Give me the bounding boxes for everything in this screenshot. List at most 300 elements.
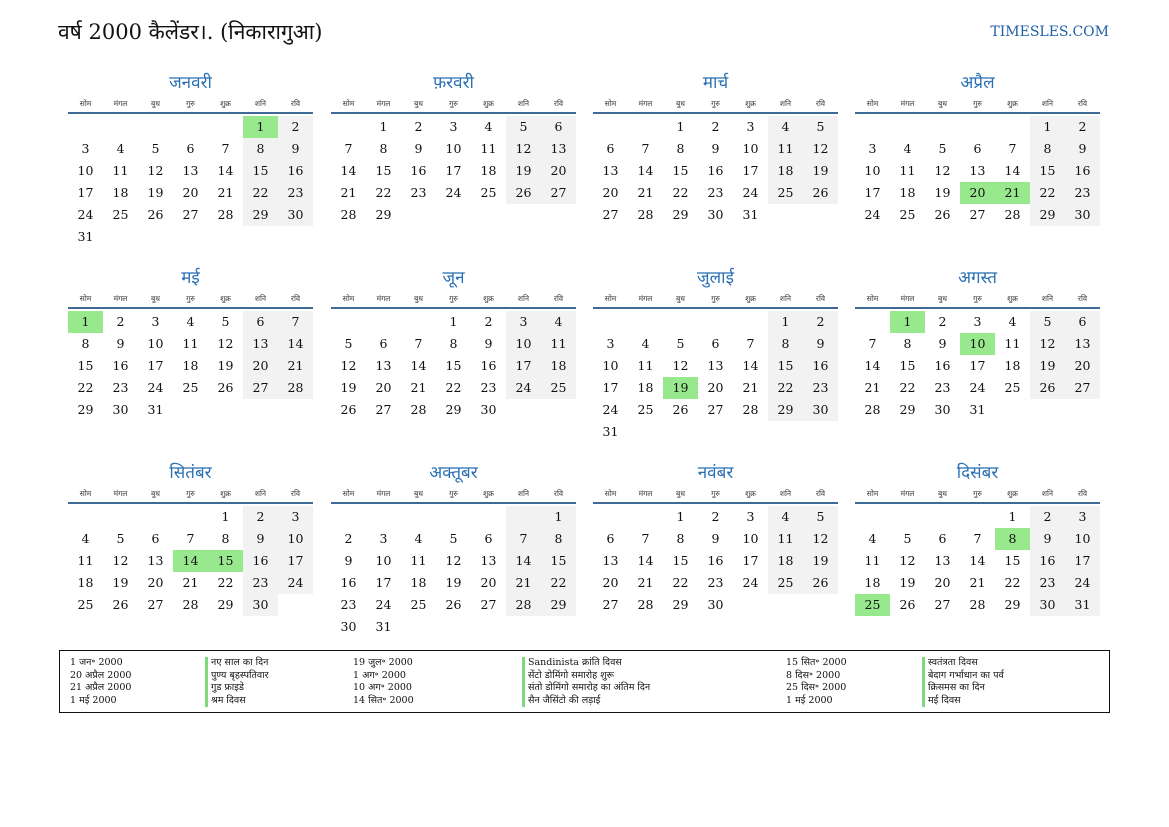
holiday-date: 25 दिस॰ 2000 xyxy=(786,682,847,693)
day-cell: 15 xyxy=(768,355,803,377)
day-cell: 18 xyxy=(864,575,881,590)
day-cell: 6 xyxy=(186,141,195,156)
day-cell xyxy=(628,421,663,443)
weekday-name: बुध xyxy=(414,99,423,108)
day-cell: 8 xyxy=(243,138,278,160)
weekday-name: शुक्र xyxy=(220,99,231,108)
day-cell: 11 xyxy=(182,336,199,351)
day-cell: 16 xyxy=(707,553,724,568)
day-cell: 22 xyxy=(243,182,278,204)
day-cell: 3 xyxy=(606,336,615,351)
weekday-name: शनि xyxy=(254,99,267,108)
day-cell: 25 xyxy=(1004,380,1021,395)
month-block xyxy=(331,72,576,226)
day-cell xyxy=(331,506,366,528)
day-cell: 6 xyxy=(379,336,388,351)
weekday-name: मंगल xyxy=(376,489,391,498)
day-cell: 12 xyxy=(340,358,357,373)
weekday-name: रवि xyxy=(815,99,826,108)
day-cell xyxy=(593,116,628,138)
day-cell: 21 xyxy=(506,572,541,594)
day-cell: 6 xyxy=(151,531,160,546)
day-cell: 14 xyxy=(278,333,313,355)
day-cell: 2 xyxy=(711,119,720,134)
month-block xyxy=(593,462,838,616)
day-cell: 1 xyxy=(768,311,803,333)
day-cell: 23 xyxy=(340,597,357,612)
day-cell: 15 xyxy=(208,550,243,572)
day-cell: 11 xyxy=(77,553,94,568)
day-cell: 6 xyxy=(606,141,615,156)
weekday-name: रवि xyxy=(1077,99,1088,108)
day-cell: 12 xyxy=(672,358,689,373)
day-cell: 4 xyxy=(768,506,803,528)
day-cell: 23 xyxy=(480,380,497,395)
day-cell: 18 xyxy=(480,163,497,178)
day-cell: 25 xyxy=(480,185,497,200)
day-cell: 28 xyxy=(182,597,199,612)
day-cell: 6 xyxy=(973,141,982,156)
weekday-name: सोम xyxy=(866,99,879,108)
day-grid xyxy=(855,116,1100,226)
day-cell: 12 xyxy=(899,553,916,568)
day-cell: 29 xyxy=(541,594,576,616)
weekday-name: शनि xyxy=(254,294,267,303)
day-cell: 3 xyxy=(973,314,982,329)
day-cell: 3 xyxy=(506,311,541,333)
day-cell: 26 xyxy=(934,207,951,222)
day-cell: 27 xyxy=(602,597,619,612)
day-cell: 27 xyxy=(243,377,278,399)
day-cell xyxy=(855,311,890,333)
day-cell: 2 xyxy=(243,506,278,528)
day-cell: 5 xyxy=(903,531,912,546)
day-cell xyxy=(768,204,803,226)
day-grid xyxy=(68,116,313,248)
day-cell: 10 xyxy=(602,358,619,373)
day-cell: 5 xyxy=(344,336,353,351)
day-cell xyxy=(103,226,138,248)
day-cell: 21 xyxy=(995,182,1030,204)
day-cell: 6 xyxy=(938,531,947,546)
weekday-name: रवि xyxy=(553,294,564,303)
day-cell: 20 xyxy=(147,575,164,590)
day-cell: 9 xyxy=(803,333,838,355)
day-cell: 25 xyxy=(768,182,803,204)
day-cell: 29 xyxy=(768,399,803,421)
day-cell xyxy=(138,226,173,248)
day-cell: 31 xyxy=(375,619,392,634)
holiday-date: 15 सित॰ 2000 xyxy=(786,657,847,668)
day-cell: 6 xyxy=(606,531,615,546)
day-cell xyxy=(173,506,208,528)
day-cell: 20 xyxy=(182,185,199,200)
holiday-date: 10 अग॰ 2000 xyxy=(353,682,412,693)
day-cell: 27 xyxy=(541,182,576,204)
day-cell: 25 xyxy=(855,594,890,616)
day-cell: 8 xyxy=(541,528,576,550)
day-cell: 17 xyxy=(602,380,619,395)
day-cell: 17 xyxy=(742,163,759,178)
weekday-name: बुध xyxy=(151,99,160,108)
day-cell: 30 xyxy=(707,597,724,612)
day-grid xyxy=(68,311,313,421)
weekday-header xyxy=(855,486,1100,504)
month-name: दिसंबर xyxy=(956,463,999,483)
day-cell: 19 xyxy=(506,160,541,182)
day-cell: 10 xyxy=(742,141,759,156)
day-cell: 17 xyxy=(969,358,986,373)
day-cell: 11 xyxy=(480,141,497,156)
day-cell: 14 xyxy=(969,553,986,568)
day-cell: 2 xyxy=(484,314,493,329)
day-cell: 2 xyxy=(711,509,720,524)
day-cell: 4 xyxy=(414,531,423,546)
day-cell: 1 xyxy=(449,314,458,329)
day-cell: 24 xyxy=(602,402,619,417)
day-cell: 22 xyxy=(77,380,94,395)
day-cell: 5 xyxy=(221,314,230,329)
day-cell xyxy=(995,116,1030,138)
day-cell: 23 xyxy=(278,182,313,204)
weekday-name: मंगल xyxy=(376,99,391,108)
day-cell: 14 xyxy=(742,358,759,373)
day-cell: 16 xyxy=(934,358,951,373)
day-cell: 3 xyxy=(449,119,458,134)
day-cell: 24 xyxy=(969,380,986,395)
day-cell: 7 xyxy=(641,141,650,156)
day-cell: 16 xyxy=(410,163,427,178)
day-cell: 2 xyxy=(803,311,838,333)
day-cell xyxy=(733,311,768,333)
day-cell xyxy=(925,506,960,528)
day-cell: 20 xyxy=(1065,355,1100,377)
day-cell xyxy=(506,399,541,421)
day-cell: 24 xyxy=(506,377,541,399)
day-cell: 27 xyxy=(602,207,619,222)
day-cell xyxy=(628,506,663,528)
day-cell: 30 xyxy=(934,402,951,417)
day-cell: 19 xyxy=(663,377,698,399)
day-cell: 26 xyxy=(803,572,838,594)
day-cell: 24 xyxy=(742,185,759,200)
day-cell: 21 xyxy=(637,575,654,590)
day-cell xyxy=(138,506,173,528)
month-name: मई xyxy=(181,268,200,288)
weekday-name: शुक्र xyxy=(745,99,756,108)
day-cell: 8 xyxy=(903,336,912,351)
holiday-name: बेदाग गर्भाधान का पर्व xyxy=(928,669,1004,681)
day-cell xyxy=(103,506,138,528)
day-cell: 15 xyxy=(243,160,278,182)
day-cell: 9 xyxy=(414,141,423,156)
day-cell: 20 xyxy=(960,182,995,204)
day-cell: 8 xyxy=(995,528,1030,550)
day-cell xyxy=(243,226,278,248)
holiday-dates-col1 xyxy=(70,657,131,707)
day-cell: 14 xyxy=(864,358,881,373)
day-cell: 23 xyxy=(112,380,129,395)
day-cell: 21 xyxy=(864,380,881,395)
day-cell: 31 xyxy=(147,402,164,417)
day-cell xyxy=(628,311,663,333)
day-cell: 17 xyxy=(77,185,94,200)
day-cell: 1 xyxy=(676,509,685,524)
day-cell xyxy=(173,116,208,138)
day-cell: 24 xyxy=(375,597,392,612)
day-cell: 6 xyxy=(243,311,278,333)
day-cell xyxy=(506,506,541,528)
weekday-name: शुक्र xyxy=(1007,489,1018,498)
weekday-name: गुरु xyxy=(973,489,982,498)
weekday-name: शनि xyxy=(517,99,530,108)
day-cell: 15 xyxy=(1030,160,1065,182)
day-cell: 29 xyxy=(375,207,392,222)
weekday-name: गुरु xyxy=(449,99,458,108)
day-cell: 16 xyxy=(803,355,838,377)
weekday-name: बुध xyxy=(151,294,160,303)
weekday-name: गुरु xyxy=(711,99,720,108)
day-cell: 19 xyxy=(445,575,462,590)
day-cell: 27 xyxy=(707,402,724,417)
day-cell: 26 xyxy=(112,597,129,612)
day-cell xyxy=(960,116,995,138)
day-cell: 13 xyxy=(375,358,392,373)
weekday-name: बुध xyxy=(676,294,685,303)
day-cell: 18 xyxy=(768,160,803,182)
day-cell: 19 xyxy=(147,185,164,200)
day-cell: 17 xyxy=(278,550,313,572)
day-cell: 9 xyxy=(278,138,313,160)
holiday-date: 20 अप्रैल 2000 xyxy=(70,669,132,681)
day-cell xyxy=(803,594,838,616)
weekday-name: मंगल xyxy=(113,489,128,498)
day-cell: 16 xyxy=(278,160,313,182)
day-cell: 31 xyxy=(969,402,986,417)
day-cell: 5 xyxy=(803,116,838,138)
day-cell: 17 xyxy=(1065,550,1100,572)
weekday-name: मंगल xyxy=(900,294,915,303)
day-cell: 28 xyxy=(410,402,427,417)
weekday-name: गुरु xyxy=(186,489,195,498)
month-block xyxy=(331,267,576,421)
day-cell: 24 xyxy=(278,572,313,594)
day-cell: 16 xyxy=(707,163,724,178)
day-cell: 7 xyxy=(746,336,755,351)
day-cell: 14 xyxy=(173,550,208,572)
day-cell: 21 xyxy=(217,185,234,200)
day-cell xyxy=(593,506,628,528)
day-cell: 5 xyxy=(449,531,458,546)
day-cell: 1 xyxy=(379,119,388,134)
day-cell: 14 xyxy=(506,550,541,572)
day-cell: 18 xyxy=(637,380,654,395)
day-cell: 6 xyxy=(541,116,576,138)
month-name: सितंबर xyxy=(169,463,212,483)
day-cell: 8 xyxy=(768,333,803,355)
day-cell: 15 xyxy=(672,553,689,568)
weekday-header xyxy=(593,291,838,309)
day-cell: 17 xyxy=(375,575,392,590)
day-cell: 8 xyxy=(81,336,90,351)
day-cell xyxy=(925,116,960,138)
month-name: जुलाई xyxy=(697,268,734,288)
day-cell: 13 xyxy=(480,553,497,568)
weekday-name: गुरु xyxy=(449,294,458,303)
day-cell: 14 xyxy=(410,358,427,373)
day-cell: 11 xyxy=(864,553,881,568)
day-grid xyxy=(331,311,576,421)
month-block xyxy=(855,72,1100,226)
day-cell: 5 xyxy=(938,141,947,156)
day-cell: 20 xyxy=(707,380,724,395)
day-cell: 3 xyxy=(868,141,877,156)
day-cell: 8 xyxy=(449,336,458,351)
day-cell: 1 xyxy=(541,506,576,528)
day-cell: 9 xyxy=(484,336,493,351)
day-cell: 15 xyxy=(541,550,576,572)
day-cell xyxy=(208,226,243,248)
day-cell: 15 xyxy=(77,358,94,373)
day-cell: 3 xyxy=(746,509,755,524)
day-cell xyxy=(68,116,103,138)
day-cell: 15 xyxy=(445,358,462,373)
weekday-name: मंगल xyxy=(900,489,915,498)
weekday-name: बुध xyxy=(414,489,423,498)
day-cell: 12 xyxy=(112,553,129,568)
day-cell: 21 xyxy=(182,575,199,590)
weekday-name: शनि xyxy=(1041,294,1054,303)
day-cell: 12 xyxy=(803,138,838,160)
month-block xyxy=(68,72,313,248)
weekday-name: गुरु xyxy=(186,294,195,303)
day-cell xyxy=(890,506,925,528)
day-cell xyxy=(541,616,576,638)
day-cell xyxy=(803,421,838,443)
day-cell: 13 xyxy=(934,553,951,568)
day-cell xyxy=(173,399,208,421)
day-cell: 25 xyxy=(768,572,803,594)
day-cell: 8 xyxy=(221,531,230,546)
day-cell: 7 xyxy=(186,531,195,546)
day-cell: 15 xyxy=(899,358,916,373)
day-cell: 7 xyxy=(868,336,877,351)
day-cell: 22 xyxy=(375,185,392,200)
day-cell: 20 xyxy=(602,575,619,590)
day-cell: 30 xyxy=(340,619,357,634)
day-cell: 13 xyxy=(182,163,199,178)
weekday-name: सोम xyxy=(342,489,355,498)
day-cell: 26 xyxy=(1030,377,1065,399)
day-cell: 24 xyxy=(864,207,881,222)
holiday-date: 19 जुल॰ 2000 xyxy=(353,657,413,668)
page-title: वर्ष 2000 कैलेंडर।. (निकारागुआ) xyxy=(58,20,323,44)
day-cell: 29 xyxy=(445,402,462,417)
day-cell: 16 xyxy=(1065,160,1100,182)
day-cell: 13 xyxy=(602,553,619,568)
weekday-header xyxy=(68,486,313,504)
day-cell xyxy=(995,399,1030,421)
holiday-date: 21 अप्रैल 2000 xyxy=(70,682,132,693)
day-cell: 7 xyxy=(344,141,353,156)
weekday-name: सोम xyxy=(604,99,617,108)
day-cell: 29 xyxy=(1004,597,1021,612)
day-cell: 1 xyxy=(1008,509,1017,524)
day-cell xyxy=(436,506,471,528)
day-cell xyxy=(68,506,103,528)
day-cell: 10 xyxy=(1065,528,1100,550)
day-cell: 24 xyxy=(1065,572,1100,594)
weekday-name: मंगल xyxy=(113,99,128,108)
day-cell: 28 xyxy=(278,377,313,399)
weekday-name: रवि xyxy=(815,294,826,303)
holiday-names-col2 xyxy=(522,657,650,707)
day-cell: 28 xyxy=(637,207,654,222)
day-cell: 13 xyxy=(243,333,278,355)
day-cell xyxy=(541,204,576,226)
weekday-name: बुध xyxy=(676,99,685,108)
day-cell xyxy=(733,594,768,616)
day-cell: 30 xyxy=(480,402,497,417)
month-block xyxy=(855,462,1100,616)
day-cell: 30 xyxy=(243,594,278,616)
weekday-name: सोम xyxy=(79,489,92,498)
month-name: जून xyxy=(442,268,465,288)
day-cell: 16 xyxy=(480,358,497,373)
day-cell: 19 xyxy=(1030,355,1065,377)
day-cell: 11 xyxy=(112,163,129,178)
day-cell: 20 xyxy=(934,575,951,590)
holiday-name: संतो डोमिंगो समारोह का अंतिम दिन xyxy=(528,682,651,693)
holiday-dates-col2 xyxy=(353,657,414,707)
weekday-name: शुक्र xyxy=(745,489,756,498)
day-cell: 23 xyxy=(707,185,724,200)
day-cell: 18 xyxy=(112,185,129,200)
day-cell: 1 xyxy=(68,311,103,333)
weekday-header xyxy=(68,96,313,114)
weekday-name: शुक्र xyxy=(483,294,494,303)
day-cell: 11 xyxy=(410,553,427,568)
day-cell xyxy=(278,226,313,248)
day-cell: 10 xyxy=(742,531,759,546)
day-cell: 19 xyxy=(112,575,129,590)
day-cell: 22 xyxy=(1004,575,1021,590)
weekday-name: सोम xyxy=(604,489,617,498)
day-cell: 10 xyxy=(445,141,462,156)
day-cell: 31 xyxy=(602,424,619,439)
day-cell xyxy=(593,311,628,333)
day-cell: 19 xyxy=(340,380,357,395)
day-cell: 10 xyxy=(864,163,881,178)
day-cell: 28 xyxy=(864,402,881,417)
weekday-name: शनि xyxy=(517,489,530,498)
day-cell: 10 xyxy=(77,163,94,178)
day-cell: 30 xyxy=(707,207,724,222)
day-cell: 28 xyxy=(506,594,541,616)
day-cell: 27 xyxy=(969,207,986,222)
day-cell: 12 xyxy=(1030,333,1065,355)
day-cell: 21 xyxy=(637,185,654,200)
day-cell: 2 xyxy=(344,531,353,546)
site-link[interactable]: TIMESLES.COM xyxy=(990,24,1109,40)
day-cell xyxy=(628,116,663,138)
weekday-name: शनि xyxy=(254,489,267,498)
day-cell: 5 xyxy=(676,336,685,351)
weekday-name: रवि xyxy=(553,489,564,498)
weekday-name: सोम xyxy=(342,99,355,108)
day-cell xyxy=(733,421,768,443)
day-cell: 8 xyxy=(379,141,388,156)
